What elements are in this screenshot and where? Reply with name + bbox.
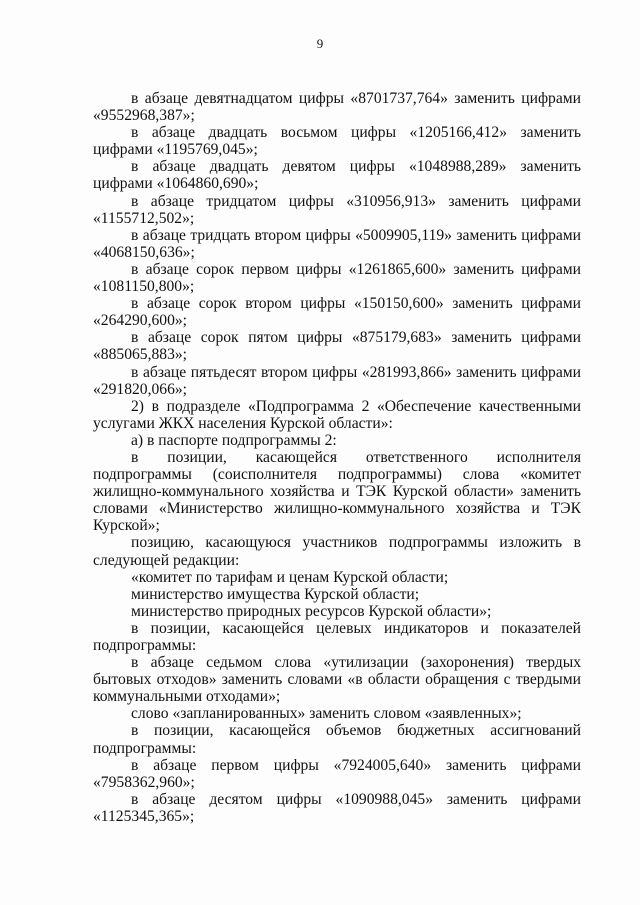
paragraph-19: слово «запланированных» заменить словом «заявленных»; <box>131 705 522 723</box>
paragraph-9: в абзаце пятьдесят втором цифры «281993,866» заменить цифрами «291820,066»; <box>93 363 581 398</box>
paragraph-12: в позиции, касающейся ответственного исполнителя подпрограммы (соисполнителя подпрограммы) слова «комитет жилищно-коммунального хозяйства и ТЭК Курской области» заменить словами «Министерство жилищно-коммунального хозяйства и ТЭК Курской»; <box>93 448 581 535</box>
page-number: 9 <box>316 36 324 51</box>
paragraph-20: в позиции, касающейся объемов бюджетных ассигнований подпрограммы: <box>93 722 581 757</box>
paragraph-18: в абзаце седьмом слова «утилизации (захоронения) твердых бытовых отходов» заменить словами «в области обращения с твердыми коммунальными отходами»; <box>93 654 581 706</box>
paragraph-15: министерство имущества Курской области; <box>131 585 420 603</box>
paragraph-4: в абзаце тридцатом цифры «310956,913» заменить цифрами «1155712,502»; <box>93 192 581 227</box>
paragraph-3: в абзаце двадцать девятом цифры «1048988,289» заменить цифрами «1064860,690»; <box>93 158 581 193</box>
paragraph-6: в абзаце сорок первом цифры «1261865,600» заменить цифрами «1081150,800»; <box>93 260 581 296</box>
paragraph-22: в абзаце десятом цифры «1090988,045» заменить цифрами «1125345,365»; <box>93 790 581 825</box>
document-body <box>93 90 581 825</box>
paragraph-11: а) в паспорте подпрограммы 2: <box>131 431 337 449</box>
paragraph-8: в абзаце сорок пятом цифры «875179,683» заменить цифрами «885065,883»; <box>93 329 581 364</box>
paragraph-13: позицию, касающуюся участников подпрограммы изложить в следующей редакции: <box>93 534 581 569</box>
paragraph-5: в абзаце тридцать втором цифры «5009905,119» заменить цифрами «4068150,636»; <box>93 226 581 261</box>
paragraph-17: в позиции, касающейся целевых индикаторов и показателей подпрограммы: <box>93 619 581 654</box>
paragraph-14: «комитет по тарифам и ценам Курской области; <box>131 568 449 586</box>
paragraph-7: в абзаце сорок втором цифры «150150,600» заменить цифрами «264290,600»; <box>93 295 581 330</box>
paragraph-1: в абзаце девятнадцатом цифры «8701737,764» заменить цифрами «9552968,387»; <box>93 90 581 125</box>
paragraph-2: в абзаце двадцать восьмом цифры «1205166,412» заменить цифрами «1195769,045»; <box>93 124 581 159</box>
paragraph-21: в абзаце первом цифры «7924005,640» заменить цифрами «7958362,960»; <box>93 756 581 791</box>
paragraph-10: 2) в подразделе «Подпрограмма 2 «Обеспечение качественными услугами ЖКХ населения Курской области»: <box>93 397 581 432</box>
paragraph-16: министерство природных ресурсов Курской области»; <box>131 602 492 620</box>
